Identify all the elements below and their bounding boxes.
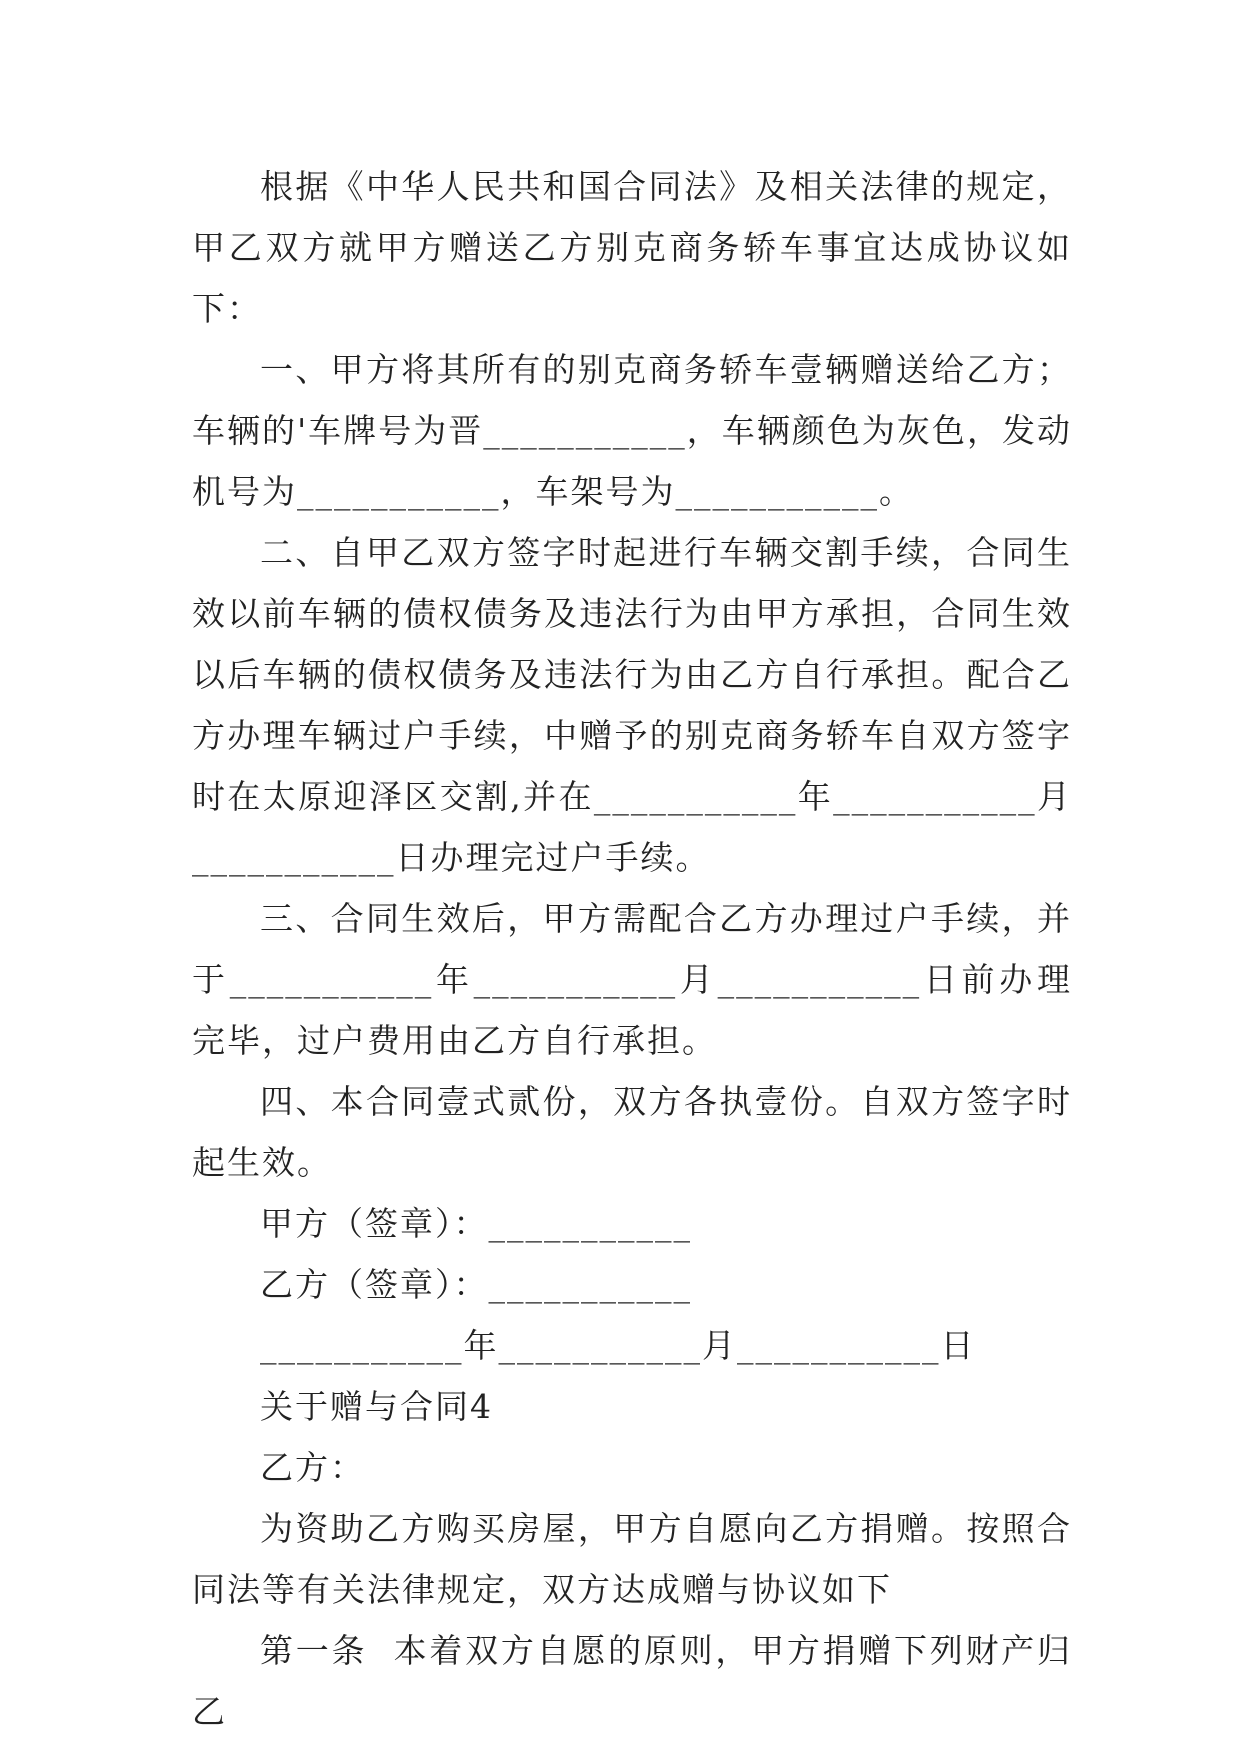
clause-4-paragraph: 四、本合同壹式贰份，双方各执壹份。自双方签字时起生效。: [192, 1082, 1072, 1182]
intro-paragraph: 根据《中华人民共和国合同法》及相关法律的规定，甲乙双方就甲方赠送乙方别克商务轿车事宜达成协议如下：: [192, 167, 1072, 328]
clause-2-paragraph: 二、自甲乙双方签字时起进行车辆交割手续，合同生效以前车辆的债权债务及违法行为由甲方承担，合同生效以后车辆的债权债务及违法行为由乙方自行承担。配合乙方办理车辆过户手续，中赠予的别克商务轿车自双方签字时在太原迎泽区交割,并在___________年___________月___________日办理完过户手续。: [192, 533, 1072, 877]
party-b-signature-line: 乙方（签章）：___________: [260, 1265, 692, 1304]
section-title: 关于赠与合同4: [260, 1387, 493, 1426]
clause-1-paragraph: 一、甲方将其所有的别克商务轿车壹辆赠送给乙方；车辆的'车牌号为晋___________，车辆颜色为灰色，发动机号为___________，车架号为___________。: [192, 350, 1072, 511]
party-a-signature-line: 甲方（签章）：___________: [260, 1204, 692, 1243]
clause-3-paragraph: 三、合同生效后，甲方需配合乙方办理过户手续，并于___________年___________月___________日前办理完毕，过户费用由乙方自行承担。: [192, 899, 1072, 1060]
party-b-label: 乙方：: [260, 1448, 365, 1487]
purpose-paragraph: 为资助乙方购买房屋，甲方自愿向乙方捐赠。按照合同法等有关法律规定，双方达成赠与协议如下: [192, 1509, 1072, 1609]
signature-date-line: ___________年___________月___________日: [260, 1326, 976, 1365]
article-1-paragraph: 第一条 本着双方自愿的原则，甲方捐赠下列财产归乙: [192, 1631, 1072, 1731]
document-body: [192, 156, 1072, 1742]
